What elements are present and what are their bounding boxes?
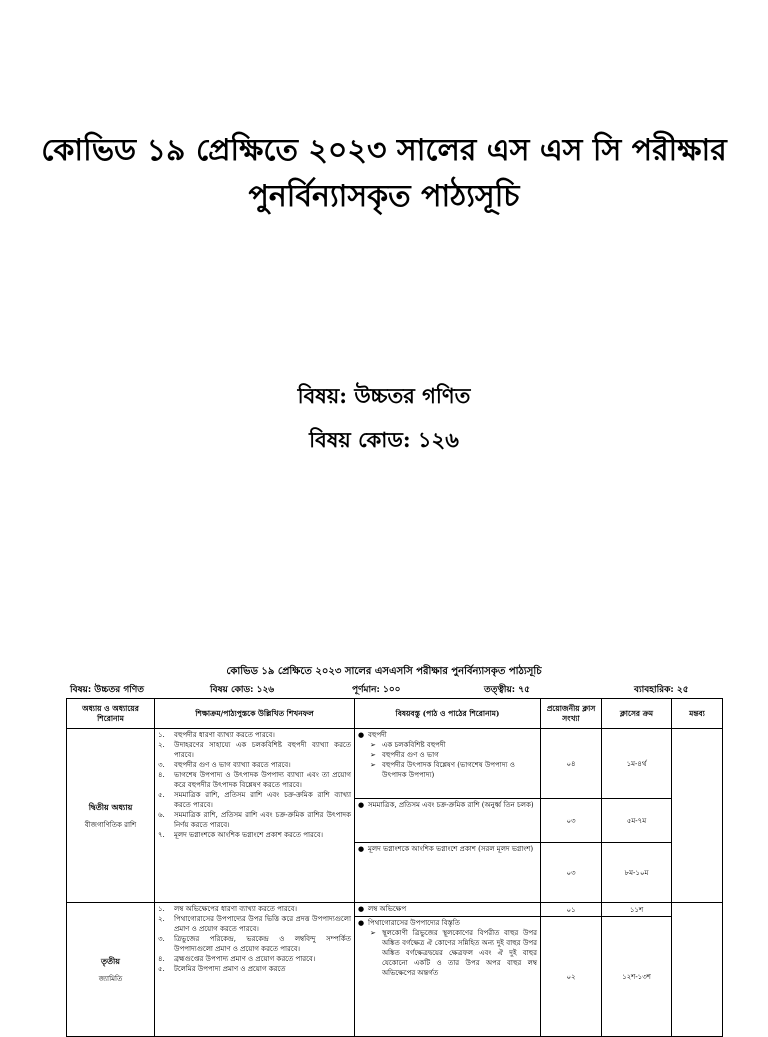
meta-theory: তত্ত্বীয়: ৭৫: [484, 685, 530, 695]
syllabus-table: [66, 698, 723, 1037]
list-item: [158, 964, 351, 974]
list-item: [158, 904, 351, 914]
outcome-text: লম্ব অভিক্ষেপের ধারণা ব্যাখ্যা করতে পারবে।: [174, 905, 297, 913]
chapter-name: দ্বিতীয় অধ্যায়: [88, 801, 133, 812]
list-item: [158, 954, 351, 964]
meta-practical: ব্যাবহারিক: ২৫: [634, 685, 689, 695]
table-row: [67, 903, 723, 917]
classes-cell: ০৩: [541, 799, 602, 843]
table-row: [67, 729, 723, 799]
outcome-text: ত্রিভুজের পরিকেন্দ্র, ভরকেন্দ্র ও লম্ববিন্দু সম্পর্কিত উপপাদ্যগুলো প্রমাণ ও প্রয়োগ করতে পারবে।: [174, 935, 351, 953]
header-chapter: অধ্যায় ও অধ্যায়ের শিরোনাম: [67, 699, 155, 729]
header-classes: প্রয়োজনীয় ক্লাস সংখ্যা: [541, 699, 602, 729]
header-content: বিষয়বস্তু (পাঠ ও পাঠের শিরোনাম): [355, 699, 541, 729]
title-line-2: পুনর্বিন্যাসকৃত পাঠ্যসূচি: [248, 179, 520, 214]
outcome-number: ৪.: [158, 955, 165, 963]
bullet-icon: ●: [358, 845, 365, 853]
outcome-text: সমমাত্রিক রাশি, প্রতিসম রাশি এবং চক্র-ক্রমিক রাশি ব্যাখ্যা করতে পারবে।: [174, 791, 351, 809]
outcomes-cell: [155, 729, 355, 903]
list-item: [158, 934, 351, 954]
subject-label: বিষয়: উচ্চতর গণিত: [297, 383, 471, 408]
outcome-number: ৬.: [158, 811, 165, 819]
outcome-text: ব্রহ্মগুপ্তের উপপাদ্য প্রমাণ ও প্রয়োগ করতে পারবে।: [174, 955, 316, 963]
meta-code: বিষয় কোড: ১২৬: [210, 685, 275, 695]
arrow-bullet-icon: ➢: [370, 751, 376, 759]
outcome-text: উদাহরণের সাহায্যে এক চলকবিশিষ্ট বহুপদী ব্যাখ্যা করতে পারবে।: [174, 741, 351, 759]
meta-subject: বিষয়: উচ্চতর গণিত: [70, 685, 145, 695]
outcome-number: ১.: [158, 731, 165, 739]
content-main: সমমাত্রিক, প্রতিসম এবং চক্র-ক্রমিক রাশি (অনুর্ধ্ব তিন চলক): [368, 801, 534, 809]
content-cell: [355, 843, 541, 903]
content-sub: বহুপদীর উৎপাদক বিশ্লেষণ (ভাগশেষ উপপাদ্য ও উৎপাদক উপপাদ্য): [382, 761, 515, 779]
content-sub: বহুপদীর গুণ ও ভাগ: [382, 751, 439, 759]
order-cell: ১২শ-১৩শ: [602, 917, 672, 1037]
list-item: [158, 760, 351, 770]
content-main: মূলদ ভগ্নাংশকে আংশিক ভগ্নাংশে প্রকাশ (সরল মূলদ ভগ্নাংশ): [368, 845, 534, 853]
order-cell: ৮ম-১০ম: [602, 843, 672, 903]
list-item: [158, 790, 351, 810]
outcome-number: ১.: [158, 905, 165, 913]
outcome-text: মূলদ ভগ্নাংশকে আংশিক ভগ্নাংশে প্রকাশ করতে পারবে।: [174, 831, 324, 839]
content-cell: [355, 729, 541, 799]
outcome-text: টলেমির উপপাদ্য প্রমাণ ও প্রয়োগ করতে: [174, 965, 286, 973]
bullet-icon: ●: [358, 919, 365, 927]
classes-cell: ০৪: [541, 729, 602, 799]
arrow-bullet-icon: ➢: [370, 741, 376, 749]
header-outcomes: শিক্ষাক্রম/পাঠ্যপুস্তকে উল্লিখিত শিখনফল: [155, 699, 355, 729]
list-item: [158, 770, 351, 790]
outcome-number: ৫.: [158, 791, 165, 799]
table-header-row: [67, 699, 723, 729]
arrow-bullet-icon: ➢: [370, 929, 376, 937]
content-cell: [355, 917, 541, 1037]
meta-full-marks: পূর্ণমান: ১০০: [352, 685, 401, 695]
content-main: পিথাগোরাসের উপপাদ্যের বিস্তৃতি: [368, 919, 460, 927]
content-sub: এক চলকবিশিষ্ট বহুপদী: [382, 741, 446, 749]
chapter-title: জ্যামিতি: [98, 974, 123, 983]
list-item: [158, 830, 351, 840]
content-cell: [355, 903, 541, 917]
outcome-number: ৪.: [158, 771, 165, 779]
classes-cell: ০১: [541, 903, 602, 917]
bullet-icon: ●: [358, 731, 365, 739]
remarks-cell: [672, 903, 723, 1037]
content-main: লম্ব অভিক্ষেপ: [368, 905, 407, 913]
chapter-title: বীজগাণিতিক রাশি: [84, 820, 137, 829]
order-cell: ৫ম-৭ম: [602, 799, 672, 843]
outcome-text: সমমাত্রিক রাশি, প্রতিসম রাশি এবং চক্র-ক্রমিক রাশির উৎপাদক নির্ণয় করতে পারবে।: [174, 811, 351, 829]
page-title: [40, 128, 728, 220]
title-line-1: কোভিড ১৯ প্রেক্ষিতে ২০২৩ সালের এস এস সি পরীক্ষার: [41, 133, 727, 168]
list-item: [158, 730, 351, 740]
bullet-icon: ●: [358, 801, 365, 809]
list-item: [158, 810, 351, 830]
bullet-icon: ●: [358, 905, 365, 913]
list-item: [158, 740, 351, 760]
chapter-cell: [67, 903, 155, 1037]
list-item: [158, 914, 351, 934]
outcome-number: ৭.: [158, 831, 165, 839]
header-remarks: মন্তব্য: [672, 699, 723, 729]
outcome-text: পিথাগোরাসের উপপাদ্যের উপর ভিত্তি করে প্রদত্ত উপপাদ্যগুলো প্রমাণ ও প্রয়োগ করতে পারবে।: [174, 915, 351, 933]
order-cell: ১১শ: [602, 903, 672, 917]
content-main: বহুপদী: [368, 731, 387, 739]
syllabus-title: কোভিড ১৯ প্রেক্ষিতে ২০২৩ সালের এসএসসি পরীক্ষার পুনর্বিন্যাসকৃত পাঠ্যসূচি: [226, 666, 542, 677]
outcome-number: ৩.: [158, 761, 165, 769]
content-sub: স্থূলকোণী ত্রিভুজের স্থূলকোণের বিপরীত বাহুর উপর অঙ্কিত বর্গক্ষেত্র ঐ কোণের সন্নিহিত অন্য দুই বাহুর উপর অঙ্কিত বর্গক্ষেত্রদ্বয়ের ক্ষেত্রফল এবং ঐ দুই বাহুর যেকোনো একটি ও তার উপর অপর বাহুর লম্ব অভিক্ষেপের অন্তর্গত: [382, 929, 537, 977]
syllabus-meta-row: [66, 682, 702, 696]
outcome-number: ২.: [158, 915, 165, 923]
classes-cell: ০৩: [541, 843, 602, 903]
outcome-number: ৫.: [158, 965, 165, 973]
arrow-bullet-icon: ➢: [370, 761, 376, 769]
outcome-text: বহুপদীর গুণ ও ভাগ ব্যাখ্যা করতে পারবে।: [174, 761, 291, 769]
content-cell: [355, 799, 541, 843]
order-cell: ১ম-৪র্থ: [602, 729, 672, 799]
header-order: ক্লাসের ক্রম: [602, 699, 672, 729]
subject-code-label: বিষয় কোড: ১২৬: [309, 427, 459, 452]
chapter-name: তৃতীয়: [100, 955, 120, 966]
outcome-text: বহুপদীর ধারণা ব্যাখ্যা করতে পারবে।: [174, 731, 275, 739]
outcome-text: ভাগশেষ উপপাদ্য ও উৎপাদক উপপাদ্য ব্যাখ্যা এবং তা প্রয়োগ করে বহুপদীর উৎপাদক বিশ্লেষণ করতে পারবে।: [174, 771, 351, 789]
chapter-cell: [67, 729, 155, 903]
outcome-number: ২.: [158, 741, 165, 749]
classes-cell: ০২: [541, 917, 602, 1037]
outcomes-cell: [155, 903, 355, 1037]
remarks-cell: [672, 729, 723, 903]
outcome-number: ৩.: [158, 935, 165, 943]
